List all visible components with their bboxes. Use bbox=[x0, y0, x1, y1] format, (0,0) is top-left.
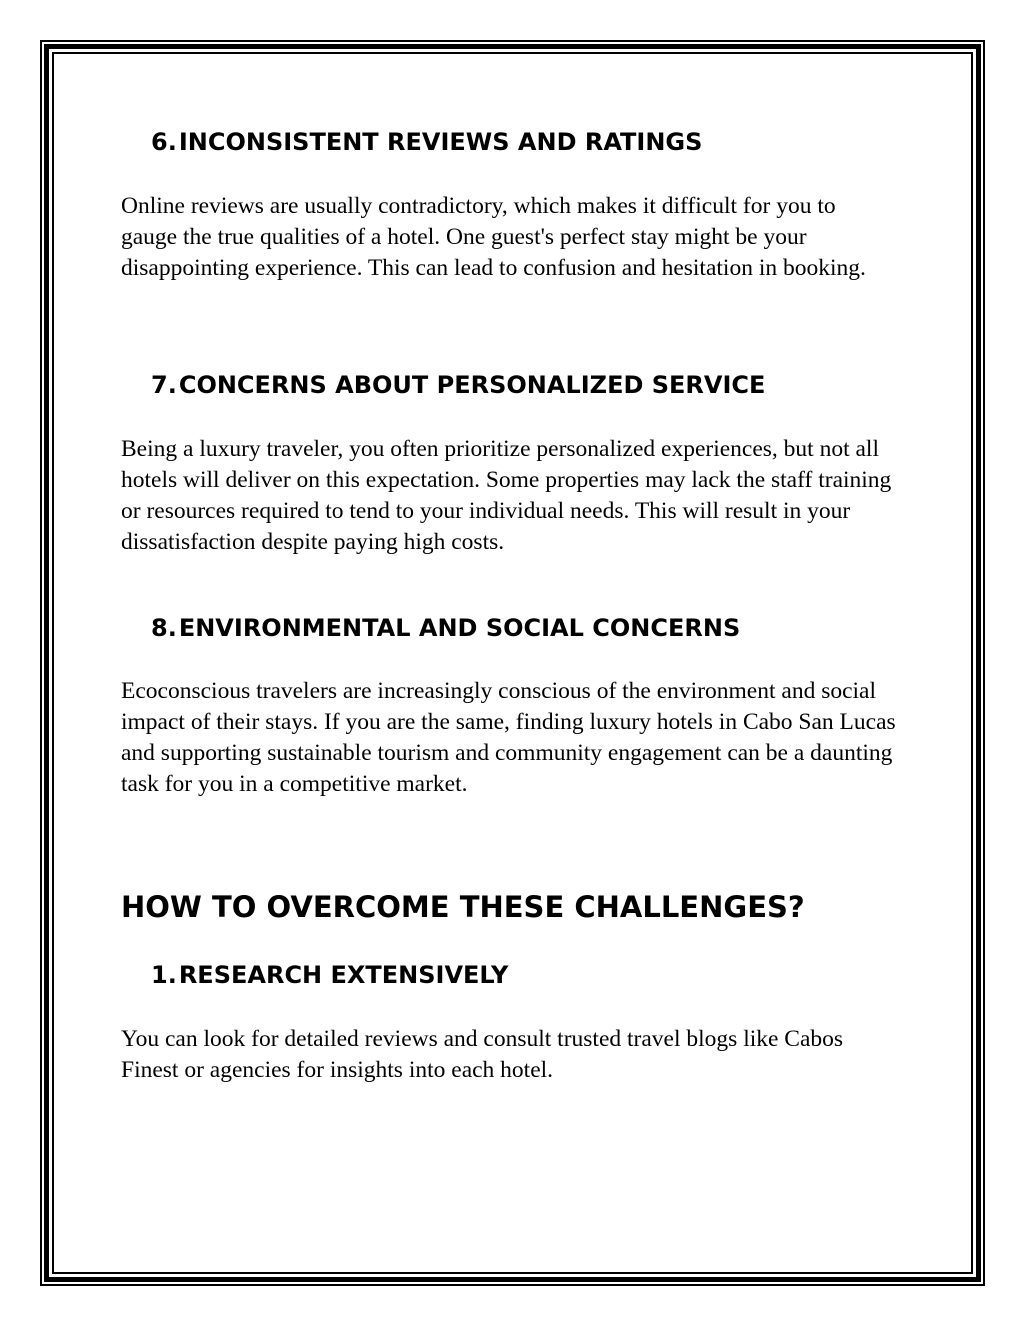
section-heading-7 bbox=[151, 371, 765, 399]
section-number: 6. bbox=[151, 128, 177, 156]
section-heading-6 bbox=[151, 128, 702, 156]
section-title: CONCERNS ABOUT PERSONALIZED SERVICE bbox=[178, 371, 766, 399]
section-body-8: Ecoconscious travelers are increasingly conscious of the environment and social impact of their stays. If you are the same, finding luxury hotels in Cabo San Lucas and supporting sustainable tourism and community engagement can be a daunting task for you in a competitive market. bbox=[121, 678, 896, 797]
solution-body-1: You can look for detailed reviews and consult trusted travel blogs like Cabos Finest or agencies for insights into each hotel. bbox=[121, 1026, 844, 1083]
section-body-7: Being a luxury traveler, you often prioritize personalized experiences, but not all hotels will deliver on this expectation. Some properties may lack the staff training or resources required to tend to your individual needs. This will result in your dissatisfaction despite paying high costs. bbox=[121, 436, 892, 555]
section-body-6: Online reviews are usually contradictory, which makes it difficult for you to gauge the true qualities of a hotel. One guest's perfect stay might be your disappointing experience. This can lead to confusion and hesitation in booking. bbox=[121, 193, 866, 281]
section-number: 7. bbox=[151, 371, 177, 399]
section-title: INCONSISTENT REVIEWS AND RATINGS bbox=[178, 128, 703, 156]
section-number: 8. bbox=[151, 614, 177, 642]
main-heading: HOW TO OVERCOME THESE CHALLENGES? bbox=[121, 890, 805, 924]
section-title: ENVIRONMENTAL AND SOCIAL CONCERNS bbox=[178, 614, 741, 642]
solution-number: 1. bbox=[151, 961, 177, 989]
solution-title: RESEARCH EXTENSIVELY bbox=[178, 961, 509, 989]
section-heading-8 bbox=[151, 614, 740, 642]
solution-heading-1 bbox=[151, 961, 508, 989]
